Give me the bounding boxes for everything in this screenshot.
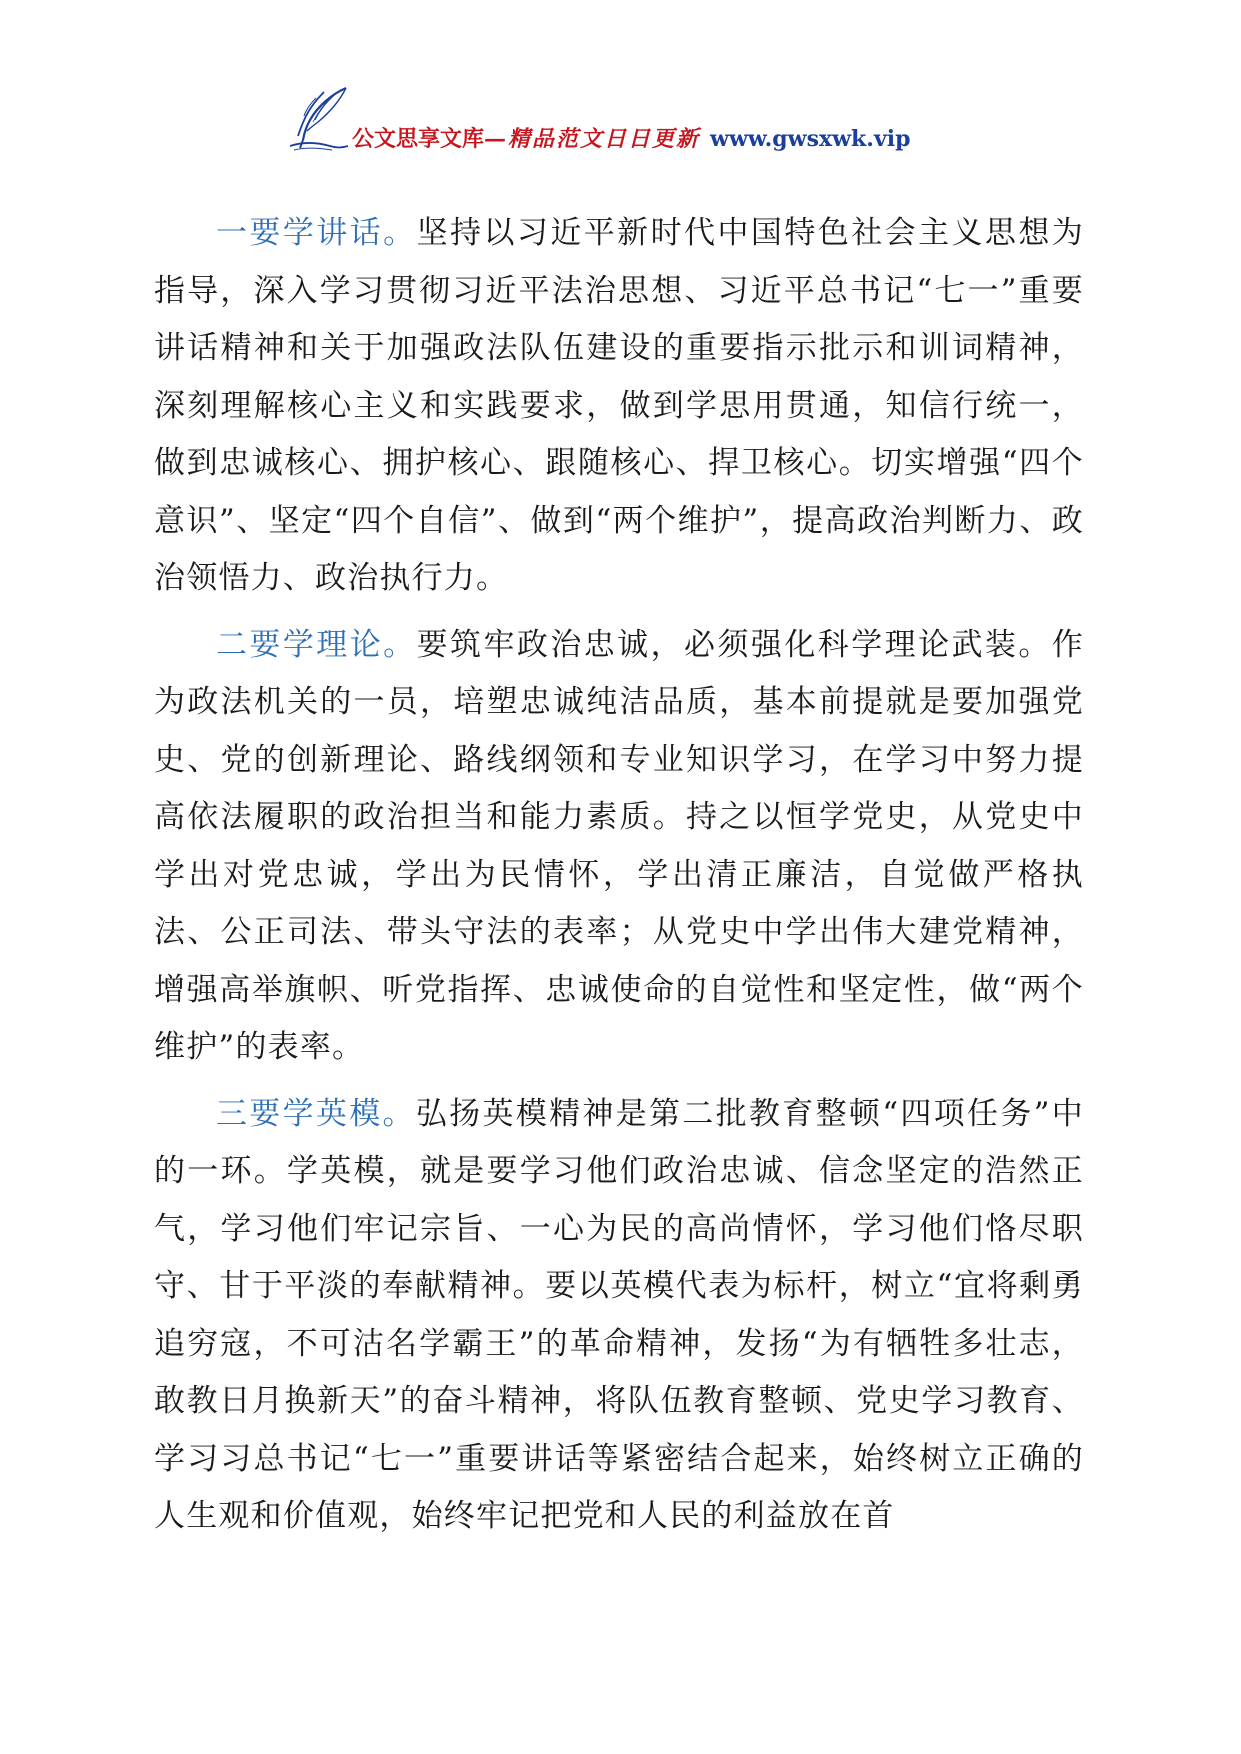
site-url[interactable]: www.gwsxwk.vip [710, 126, 911, 152]
paragraph-heading: 一要学讲话。 [216, 215, 417, 251]
brand-name: 公文思享文库 [352, 126, 485, 152]
quill-pen-icon [288, 86, 350, 152]
header-tagline: —精品范文日日更新 [484, 126, 701, 152]
paragraph-heading: 三要学英模。 [216, 1095, 416, 1132]
paragraph-text: 坚持以习近平新时代中国特色社会主义思想为指导，深入学习贯彻习近平法治思想、习近平总书记“七一”重要讲话精神和关于加强政法队伍建设的重要指示批示和训词精神，深刻理解核心主义和实践要求，做到学思用贯通，知信行统一，做到忠诚核心、拥护核心、跟随核心、捍卫核心。切实增强“四个意识”、坚定“四个自信”、做到“两个维护”，提高政治判断力、政治领悟力、政治执行力。 [154, 215, 1084, 596]
document-body [154, 205, 1084, 1555]
page-header [0, 86, 1241, 156]
paragraph-study-speech [154, 205, 1084, 608]
paragraph-text: 要筑牢政治忠诚，必须强化科学理论武装。作为政法机关的一员，培塑忠诚纯洁品质，基本前提就是要加强党史、党的创新理论、路线纲领和专业知识学习，在学习中努力提高依法履职的政治担当和能力素质。持之以恒学党史，从党史中学出对党忠诚，学出为民情怀，学出清正廉洁，自觉做严格执法、公正司法、带头守法的表率；从党史中学出伟大建党精神，增强高举旗帜、听党指挥、忠诚使命的自觉性和坚定性，做“两个维护”的表率。 [154, 626, 1084, 1065]
paragraph-heading: 二要学理论。 [216, 626, 417, 663]
paragraph-study-theory [154, 617, 1084, 1077]
paragraph-text: 弘扬英模精神是第二批教育整顿“四项任务”中的一环。学英模，就是要学习他们政治忠诚、信念坚定的浩然正气，学习他们牢记宗旨、一心为民的高尚情怀，学习他们恪尽职守、甘于平淡的奉献精神。要以英模代表为标杆，树立“宜将剩勇追穷寇，不可沽名学霸王”的革命精神，发扬“为有牺牲多壮志，敢教日月换新天”的奋斗精神，将队伍教育整顿、党史学习教育、学习习总书记“七一”重要讲话等紧密结合起来，始终树立正确的人生观和价值观，始终牢记把党和人民的利益放在首 [154, 1095, 1084, 1534]
header-text [352, 126, 910, 153]
paragraph-study-heroes [154, 1086, 1084, 1546]
